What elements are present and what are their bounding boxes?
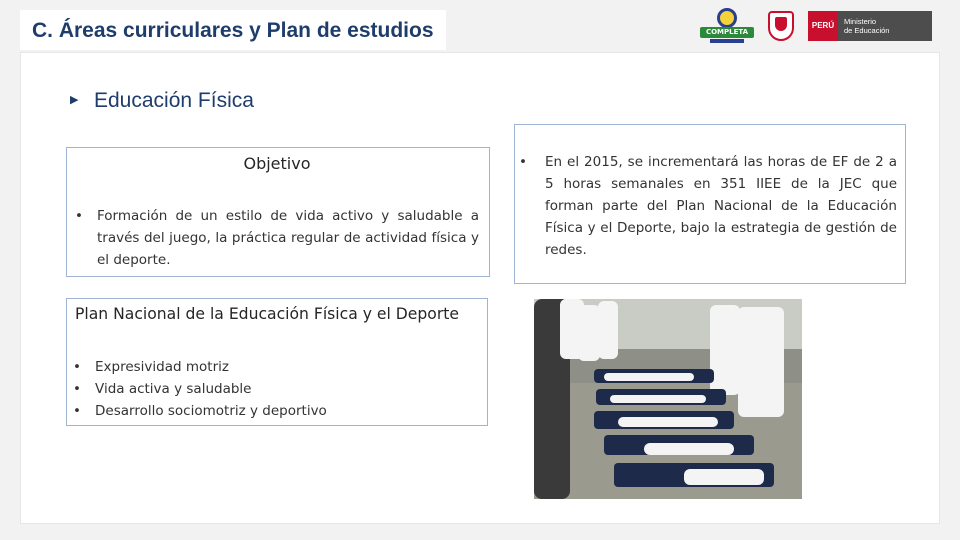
bullet-icon: • <box>75 208 83 224</box>
coat-of-arms-icon <box>768 11 794 41</box>
section-heading <box>70 86 254 115</box>
bullet-icon: • <box>73 359 81 375</box>
plan-heading: Plan Nacional de la Educación Física y el Deporte <box>75 305 459 323</box>
students-exercising-photo <box>534 299 802 499</box>
plan-box <box>66 298 488 426</box>
info-box <box>514 124 906 284</box>
list-item: • Formación de un estilo de vida activo y saludable a través del juego, la práctica regular de actividad física y el deporte. <box>75 205 479 271</box>
clock-icon <box>717 8 737 28</box>
ministry-label: Ministerio de Educación <box>838 11 932 41</box>
bullet-icon: • <box>519 154 527 170</box>
list-item: • En el 2015, se incrementará las horas de EF de 2 a 5 horas semanales en 351 IIEE de la JEC que forman parte del Plan Nacional de la Educación Física y el Deporte, bajo la estrategia de gestión de redes. <box>519 151 897 261</box>
triangle-right-icon: ▶ <box>70 93 79 106</box>
jec-logo <box>700 6 754 46</box>
ministry-logo <box>808 11 932 41</box>
plan-list <box>73 356 473 422</box>
bullet-icon: • <box>73 381 81 397</box>
page-title: C. Áreas curriculares y Plan de estudios <box>32 19 434 42</box>
objective-heading: Objetivo <box>243 154 311 173</box>
section-label: Educación Física <box>94 89 254 112</box>
header-logos <box>700 6 932 46</box>
objective-box <box>66 147 490 277</box>
list-item: • Desarrollo sociomotriz y deportivo <box>73 400 473 422</box>
jec-logo-word: COMPLETA <box>700 27 754 38</box>
bullet-icon: • <box>73 403 81 419</box>
list-item: • Vida activa y saludable <box>73 378 473 400</box>
list-item: • Expresividad motriz <box>73 356 473 378</box>
peru-label: PERÚ <box>808 11 838 41</box>
content-panel <box>20 52 940 524</box>
